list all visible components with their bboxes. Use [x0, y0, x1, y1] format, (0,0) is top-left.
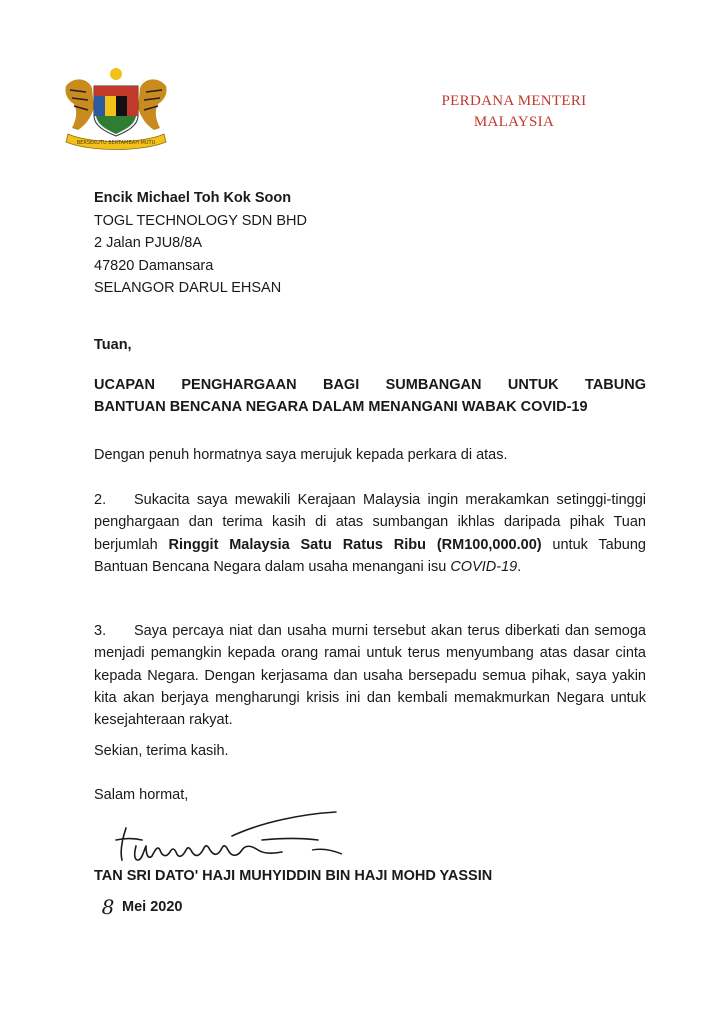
- crest-motto: BERSEKUTU BERTAMBAH MUTU: [76, 140, 156, 146]
- subject-heading: [94, 374, 646, 418]
- paragraph-3-number: 3.: [94, 623, 107, 639]
- office-title: [414, 91, 614, 133]
- covid-term: COVID-19: [450, 558, 518, 575]
- salutation: Tuan,: [94, 337, 132, 353]
- letter-date: [94, 892, 183, 919]
- coat-of-arms-logo: [60, 64, 172, 152]
- date-month-year: Mei 2020: [122, 899, 183, 915]
- subject-line2: BANTUAN BENCANA NEGARA DALAM MENANGANI WABAK COVID-19: [94, 399, 588, 415]
- paragraph-3: [94, 620, 646, 731]
- date-day-handwritten: 8: [101, 895, 115, 919]
- recipient-address-line2: 47820 Damansara: [94, 257, 214, 274]
- donation-amount: Ringgit Malaysia Satu Ratus Ribu (RM100,000.00): [168, 536, 542, 553]
- subject-line1: UCAPAN PENGHARGAAN BAGI SUMBANGAN UNTUK TABUNG: [94, 377, 646, 393]
- recipient-address-line1: 2 Jalan PJU8/8A: [94, 235, 203, 251]
- recipient-address-block: [94, 187, 514, 300]
- paragraph-3-text: Saya percaya niat dan usaha murni tersebut akan terus diberkati dan semoga menjadi pemangkin kepada orang ramai untuk terus menyumbang atas dasar cinta kepada Negara. Dengan kerjasama dan usaha bersepadu semua pihak, saya yakin kita akan berjaya mengharungi krisis ini dan kembali memakmurkan Negara untuk kesejahteraan rakyat.: [94, 623, 646, 729]
- signer-name: TAN SRI DATO' HAJI MUHYIDDIN BIN HAJI MOHD YASSIN: [94, 868, 493, 884]
- office-line1: PERDANA MENTERI: [441, 93, 587, 109]
- paragraph-2: [94, 489, 646, 578]
- closing-regards: Salam hormat,: [94, 787, 189, 803]
- recipient-company: TOGL TECHNOLOGY SDN BHD: [94, 212, 307, 229]
- recipient-name: Encik Michael Toh Kok Soon: [94, 190, 292, 206]
- paragraph-2-text-b: untuk Tabung Bantuan Bencana Negara dalam usaha menangani isu: [94, 536, 647, 575]
- office-line2: MALAYSIA: [473, 114, 555, 130]
- paragraph-2-number: 2.: [94, 492, 107, 508]
- paragraph-2-text-a: Sukacita saya mewakili Kerajaan Malaysia ingin merakamkan setinggi-tinggi penghargaan dan terima kasih di atas sumbangan ikhlas daripada pihak Tuan berjumlah: [94, 492, 646, 553]
- paragraph-2-text-c: .: [517, 558, 522, 575]
- closing-thanks: Sekian, terima kasih.: [94, 743, 229, 759]
- recipient-address-line3: SELANGOR DARUL EHSAN: [94, 280, 282, 296]
- handwritten-signature: [112, 806, 352, 876]
- paragraph-1: Dengan penuh hormatnya saya merujuk kepada perkara di atas.: [94, 447, 508, 463]
